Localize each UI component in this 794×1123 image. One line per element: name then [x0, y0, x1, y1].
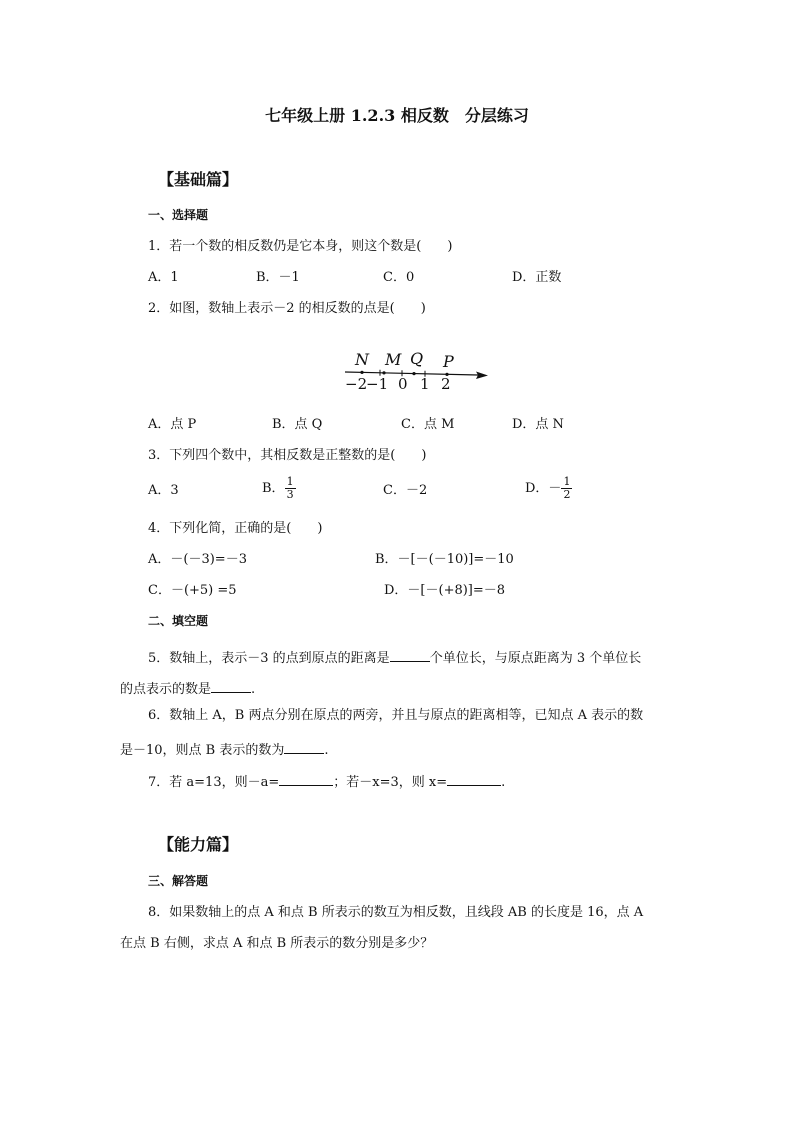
q5-text-c: 的点表示的数是 — [120, 682, 212, 697]
q3-option-b-fraction — [285, 476, 296, 501]
tick-label-minus-1: −1 — [366, 375, 389, 393]
q1-option-c: C．0 — [383, 270, 415, 285]
q5-answer-blank-2[interactable] — [211, 679, 251, 693]
question-6-line-1: 6．数轴上 A，B 两点分别在原点的两旁，并且与原点的距离相等，已知点 A 表示的数 — [148, 708, 644, 723]
question-1-stem: 1．若一个数的相反数仍是它本身，则这个数是( ) — [148, 239, 453, 254]
q2-option-a: A．点 P — [148, 417, 197, 432]
q5-text-a: 5．数轴上，表示－3 的点到原点的距离是 — [148, 651, 390, 666]
q6-text-b: . — [324, 743, 329, 758]
question-5-line-1 — [148, 648, 641, 665]
q7-answer-blank-2[interactable] — [447, 772, 501, 786]
q4-option-d: D．－[－(+8)]=－8 — [384, 583, 506, 598]
q3-option-c: C．－2 — [383, 483, 428, 498]
fraction-numerator: 1 — [563, 475, 571, 488]
q1-option-d: D．正数 — [512, 270, 562, 285]
tick-label-minus-2: −2 — [345, 375, 368, 393]
q7-text-a: 7．若 a=13，则－a= — [148, 775, 280, 790]
question-6-line-2 — [120, 740, 329, 757]
q5-text-b: 个单位长，与原点距离为 3 个单位长 — [429, 651, 642, 666]
q3-option-a: A．3 — [148, 483, 179, 498]
ability-section-heading: 【能力篇】 — [158, 835, 239, 854]
part1-heading: 一、选择题 — [148, 208, 209, 222]
q2-option-c: C．点 M — [401, 417, 455, 432]
q6-answer-blank[interactable] — [284, 740, 324, 754]
tick-label-2: 2 — [441, 375, 451, 393]
q1-option-a: A．1 — [148, 270, 179, 285]
q6-text-a: 是－10，则点 B 表示的数为 — [120, 743, 285, 758]
q7-answer-blank-1[interactable] — [279, 772, 333, 786]
q5-answer-blank-1[interactable] — [390, 648, 430, 662]
q4-option-b: B．－[－(－10)]=－10 — [375, 552, 514, 567]
q4-option-c: C．－(+5) =5 — [148, 583, 237, 598]
point-label-m: M — [385, 350, 402, 369]
point-n-dot — [360, 371, 363, 374]
tick-label-0: 0 — [398, 375, 408, 393]
q2-option-d: D．点 N — [512, 417, 564, 432]
point-label-p: P — [443, 352, 454, 371]
question-8-line-2: 在点 B 右侧，求点 A 和点 B 所表示的数分别是多少？ — [120, 936, 434, 951]
q3-option-d-fraction — [561, 476, 572, 501]
q2-option-b: B．点 Q — [272, 417, 323, 432]
q4-option-a: A．－(－3)=－3 — [148, 552, 247, 567]
point-label-q: Q — [410, 349, 424, 368]
part2-heading: 二、填空题 — [148, 614, 209, 628]
q3-option-b — [262, 476, 296, 501]
page-title: 七年级上册 1.2.3 相反数 分层练习 — [265, 106, 529, 125]
q3-option-d — [525, 476, 572, 501]
q3-option-d-prefix: D．－ — [525, 481, 562, 497]
question-5-line-2 — [120, 679, 255, 696]
question-2-stem: 2．如图，数轴上表示－2 的相反数的点是( ) — [148, 301, 426, 316]
number-line-figure — [340, 345, 495, 393]
point-q-dot — [412, 372, 415, 375]
question-4-stem: 4．下列化简，正确的是( ) — [148, 521, 323, 536]
q7-text-c: . — [501, 775, 506, 790]
question-3-stem: 3．下列四个数中，其相反数是正整数的是( ) — [148, 448, 427, 463]
q3-option-b-prefix: B． — [262, 481, 285, 497]
q7-text-b: ；若－x=3，则 x= — [333, 775, 448, 790]
fraction-numerator: 1 — [286, 475, 294, 488]
fraction-denominator: 2 — [563, 488, 571, 502]
point-label-n: N — [355, 350, 369, 369]
question-8-line-1: 8．如果数轴上的点 A 和点 B 所表示的数互为相反数，且线段 AB 的长度是 16，点 A — [148, 905, 644, 920]
part3-heading: 三、解答题 — [148, 874, 209, 888]
fraction-denominator: 3 — [286, 488, 294, 502]
q1-option-b: B．－1 — [256, 270, 300, 285]
q5-text-d: . — [251, 682, 256, 697]
tick-label-1: 1 — [420, 375, 430, 393]
question-7 — [148, 772, 505, 789]
basic-section-heading: 【基础篇】 — [158, 170, 239, 189]
